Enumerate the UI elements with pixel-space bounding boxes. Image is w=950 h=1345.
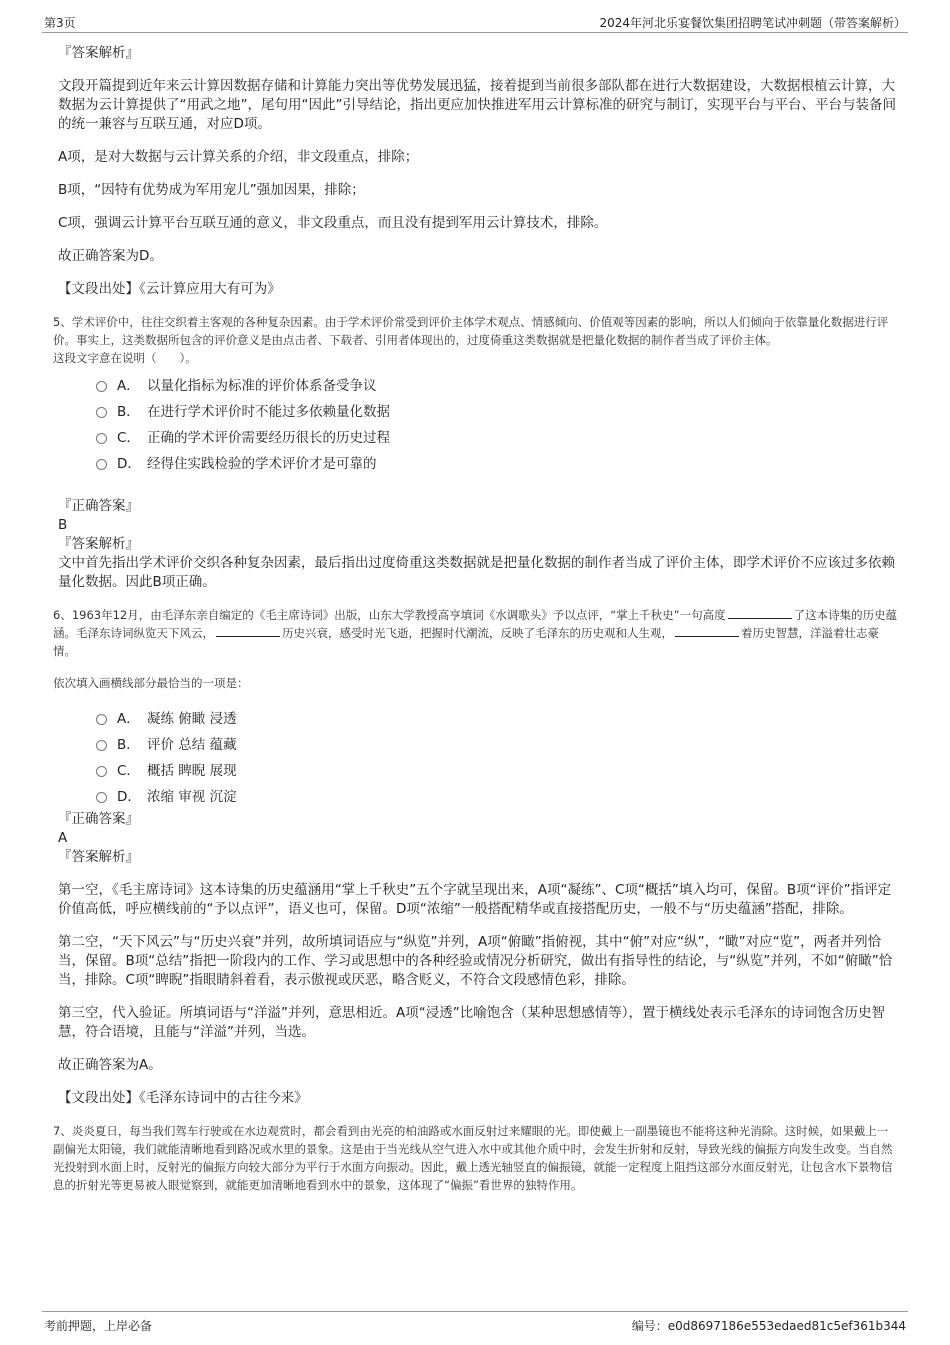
q4-analysis-option-c: C项，强调云计算平台互联互通的意义，非文段重点，而且没有提到军用云计算技术，排除。 xyxy=(58,215,608,231)
q6-source: 【文段出处】《毛泽东诗词中的古往今来》 xyxy=(58,1090,308,1106)
q4-conclusion: 故正确答案为D。 xyxy=(58,248,163,264)
q5-options xyxy=(96,373,898,477)
radio-icon[interactable] xyxy=(96,766,107,777)
radio-icon[interactable] xyxy=(96,381,107,392)
q6-option-c[interactable]: C． 概括 睥睨 展现 xyxy=(96,758,898,784)
q6-analysis-blank-1: 第一空，《毛主席诗词》这本诗集的历史蕴涵用“掌上千秋史”五个字就呈现出来，A项“凝练”、C项“概括”填入均可，保留。B项“评价”指评定价值高低，呼应横线前的“予以点评”，语义也可，保留。D项“浓缩”一般搭配精华或直接搭配历史，一般不与“历史蕴涵”搭配，排除。 xyxy=(58,882,892,917)
q6-analysis-label: 『答案解析』 xyxy=(58,849,139,865)
q4-analysis-option-b: B项，“因特有优势成为军用宠儿”强加因果，排除； xyxy=(58,182,365,198)
q5-option-d[interactable]: D． 经得住实践检验的学术评价才是可靠的 xyxy=(96,451,898,477)
page-content xyxy=(53,44,898,1194)
q6-stem: 6、1963年12月，由毛泽东亲自编定的《毛主席诗词》出版，山东大学教授高亨填词《水调歌头》予以点评，“掌上千秋史”一句高度 了这本诗集的历史蕴涵。毛泽东诗词纵览天下风云， 历史兴衰，感受时光飞逝，把握时代潮流，反映了毛泽东的历史观和人生观， 着历史智慧，洋溢着壮志豪情。 xyxy=(53,608,898,658)
q6-analysis-blank-2: 第二空，“天下风云”与“历史兴衰”并列，故所填词语应与“纵览”并列，A项“俯瞰”指俯视，其中“俯”对应“纵”，“瞰”对应“览”，两者并列恰当，保留。B项“总结”指把一阶段内的工作、学习或思想中的各种经验或情况分析研究，做出有指导性的结论，与“纵览”并列，不如“俯瞰”恰当，排除。C项“睥睨”指眼睛斜着看，表示傲视或厌恶，略含贬义，不符合文段感情色彩，排除。 xyxy=(58,934,893,988)
q6-conclusion: 故正确答案为A。 xyxy=(58,1057,162,1073)
q5-option-a[interactable]: A． 以量化指标为标准的评价体系备受争议 xyxy=(96,373,898,399)
document-title: 2024年河北乐宴餐饮集团招聘笔试冲刺题（带答案解析） xyxy=(599,16,906,30)
q5-option-b[interactable]: B． 在进行学术评价时不能过多依赖量化数据 xyxy=(96,399,898,425)
q6-option-b[interactable]: B． 评价 总结 蕴藏 xyxy=(96,732,898,758)
radio-icon[interactable] xyxy=(96,407,107,418)
document-code: 编号：e0d8697186e553edaed81c5ef361b344 xyxy=(631,1319,906,1333)
q4-analysis-label: 『答案解析』 xyxy=(58,45,139,61)
radio-icon[interactable] xyxy=(96,792,107,803)
radio-icon[interactable] xyxy=(96,740,107,751)
q5-answer: B xyxy=(58,517,68,533)
q7-stem: 7、炎炎夏日，每当我们驾车行驶或在水边观赏时，都会看到由光亮的柏油路或水面反射过来耀眼的光。即使戴上一副墨镜也不能将这种光消除。这时候，如果戴上一副偏光太阳镜，我们就能清晰地看到路况或水里的景象。这是由于当光线从空气进入水中或其他介质中时，会发生折射和反射，导致光线的偏振方向发生改变。当自然光投射到水面上时，反射光的偏振方向较大部分为平行于水面方向振动。因此，戴上透光轴竖直的偏振镜，就能一定程度上阻挡这部分水面反射光，让包含水下景物信息的折射光等更易被人眼觉察到，就能更加清晰地看到水中的景象，这体现了“偏振”看世界的独特作用。 xyxy=(53,1124,893,1192)
q5-option-c[interactable]: C． 正确的学术评价需要经历很长的历史过程 xyxy=(96,425,898,451)
radio-icon[interactable] xyxy=(96,433,107,444)
q5-analysis: 文中首先指出学术评价交织各种复杂因素，最后指出过度倚重这类数据就是把量化数据的制作者当成了评价主体，即学术评价不应该过多依赖量化数据。因此B项正确。 xyxy=(58,555,895,590)
footer-slogan: 考前押题，上岸必备 xyxy=(44,1319,153,1333)
radio-icon[interactable] xyxy=(96,459,107,470)
q5-stem: 5、学术评价中，往往交织着主客观的各种复杂因素。由于学术评价常受到评价主体学术观点、情感倾向、价值观等因素的影响，所以人们倾向于依靠量化数据进行评价。事实上，这类数据所包含的评价意义是由点击者、下载者、引用者体现出的，过度倚重这类数据就是把量化数据的制作者当成了评价主体。 xyxy=(53,315,889,347)
fill-blank-1 xyxy=(728,606,792,619)
q4-analysis-main: 文段开篇提到近年来云计算因数据存储和计算能力突出等优势发展迅猛，接着提到当前很多部队都在进行大数据建设，大数据根植云计算，大数据为云计算提供了“用武之地”，尾句用“因此”引导结论，指出更应加快推进军用云计算标准的研究与制订，实现平台与平台、平台与装备间的统一兼容与互联互通，对应D项。 xyxy=(58,78,896,132)
q5-analysis-label: 『答案解析』 xyxy=(58,536,139,552)
page-footer xyxy=(42,1311,908,1338)
radio-icon[interactable] xyxy=(96,714,107,725)
q5-ask: 这段文字意在说明（ ）。 xyxy=(53,351,197,365)
q6-option-d[interactable]: D． 浓缩 审视 沉淀 xyxy=(96,784,898,810)
q6-ask: 依次填入画横线部分最恰当的一项是： xyxy=(53,676,249,690)
q4-analysis-option-a: A项，是对大数据与云计算关系的介绍，非文段重点，排除； xyxy=(58,149,419,165)
fill-blank-3 xyxy=(675,624,739,637)
q6-option-a[interactable]: A． 凝练 俯瞰 浸透 xyxy=(96,706,898,732)
page-header xyxy=(42,10,908,33)
fill-blank-2 xyxy=(216,624,280,637)
q4-source: 【文段出处】《云计算应用大有可为》 xyxy=(58,281,281,297)
q5-answer-label: 『正确答案』 xyxy=(58,498,139,514)
page-number: 第3页 xyxy=(44,16,76,30)
q6-options xyxy=(96,706,898,810)
q6-answer-label: 『正确答案』 xyxy=(58,811,139,827)
q6-analysis-blank-3: 第三空，代入验证。所填词语与“洋溢”并列，意思相近。A项“浸透”比喻饱含（某种思想感情等），置于横线处表示毛泽东的诗词饱含历史智慧，符合语境，且能与“洋溢”并列，当选。 xyxy=(58,1005,885,1040)
q6-answer: A xyxy=(58,830,68,846)
